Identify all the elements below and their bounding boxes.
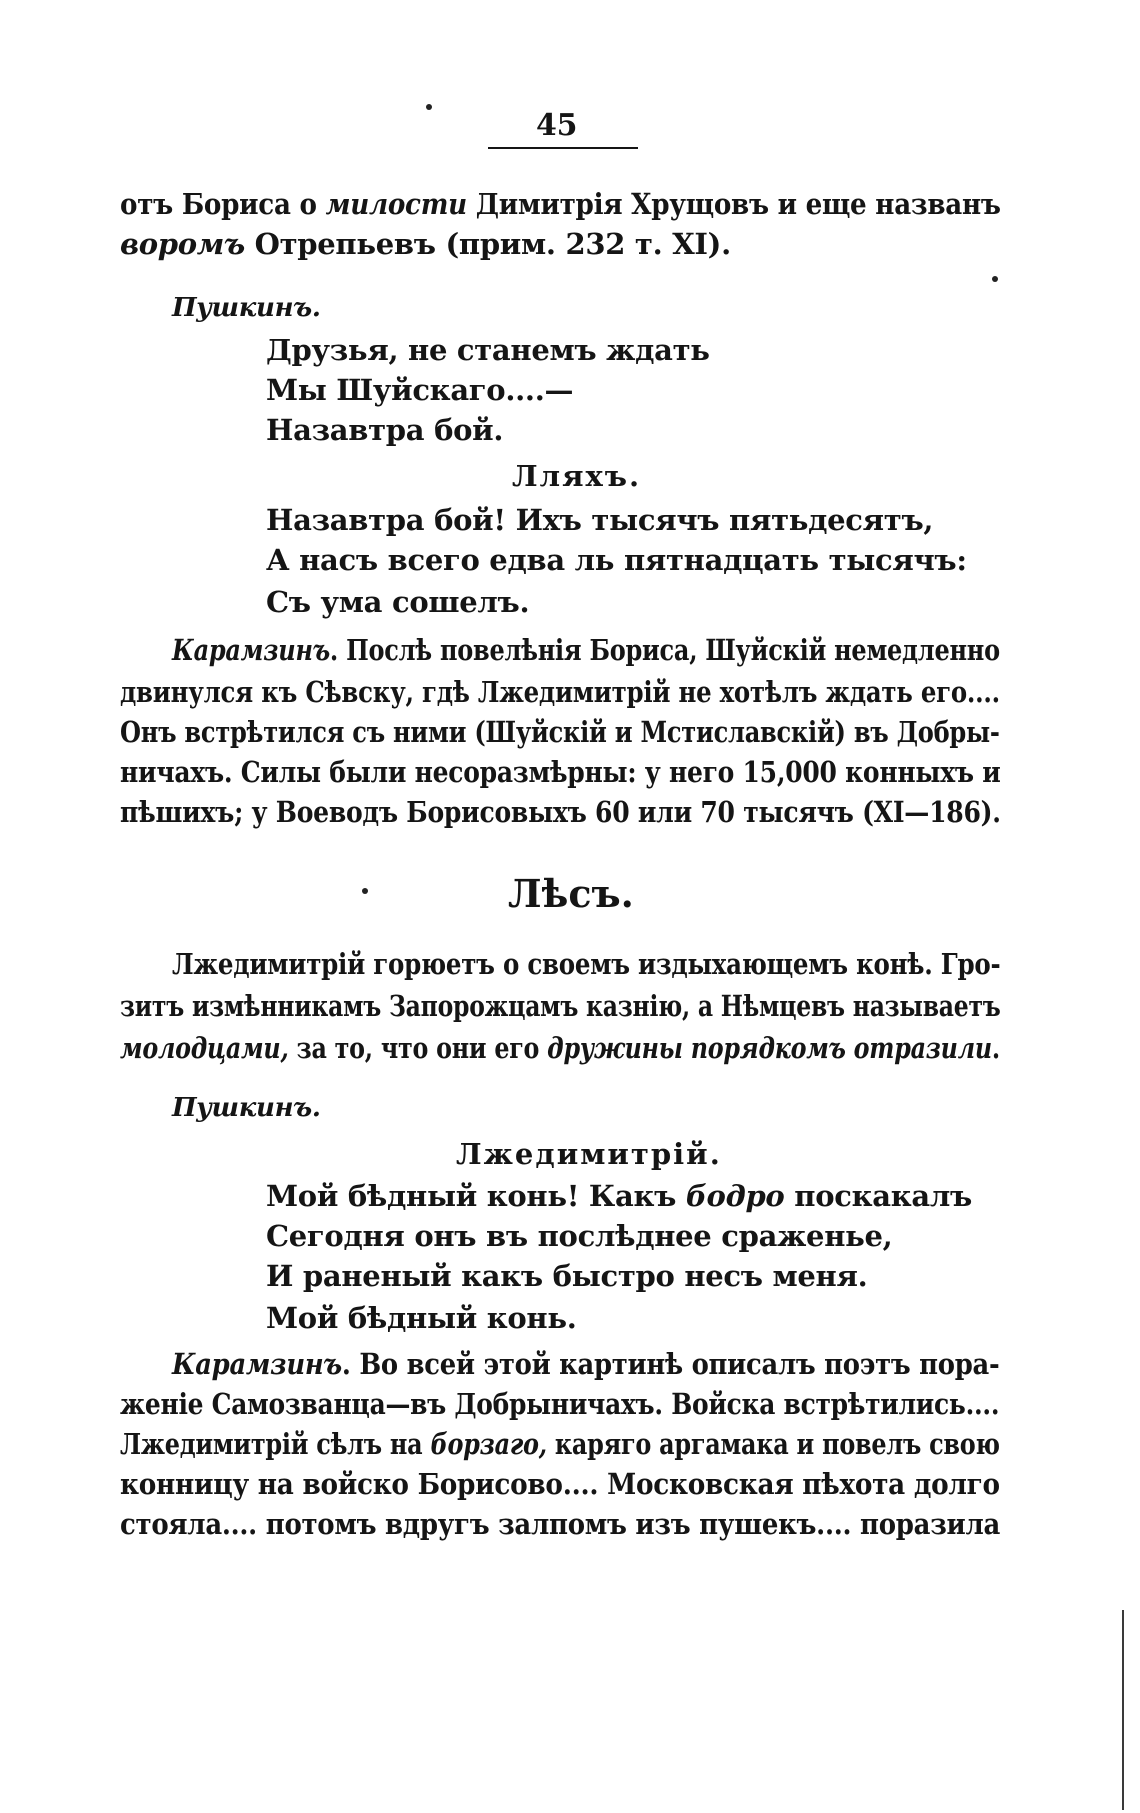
verse-line: И раненый какъ быстро несъ меня. [266, 1259, 868, 1293]
page-edge-line [1122, 1610, 1124, 1810]
verse-line: Сегодня онъ въ послѣднее сраженье, [266, 1219, 893, 1253]
text-line: Лжедимитрій сѣлъ на борзаго, карягo аргамака и повелъ свою [120, 1427, 1000, 1461]
text-line: пѣшихъ; у Воеводъ Борисовыхъ 60 или 70 тысячъ (XI—186). [120, 795, 1001, 829]
text-line: молодцами, за то, что они его дружины порядкомъ отразили. [120, 1031, 1000, 1065]
verse-line: Съ ума сошелъ. [266, 585, 530, 619]
text-line: зитъ измѣнникамъ Запорожцамъ казнію, а Нѣмцевъ называетъ [120, 989, 1001, 1023]
speaker-heading: Лжедимитрій. [456, 1137, 722, 1171]
scan-speck [426, 104, 432, 110]
scan-speck [992, 276, 998, 282]
page-number: 45 [536, 108, 578, 143]
text-line: ничахъ. Силы были несоразмѣрны: у него 15,000 конныхъ и [120, 755, 1001, 789]
text-line: Онъ встрѣтился съ ними (Шуйскій и Мстиславскій) въ Добры- [120, 715, 1000, 749]
text-line: отъ Бориса о милости Димитрія Хрущовъ и еще названъ [120, 187, 1001, 221]
verse-line: Мой бѣдный конь. [266, 1301, 577, 1335]
text-line: двинулся къ Сѣвску, гдѣ Лжедимитрій не хотѣлъ ждать его.... [120, 675, 1000, 709]
verse-line: Назавтра бой! Ихъ тысячъ пятьдесятъ, [266, 503, 934, 537]
verse-line: Друзья, не станемъ ждать [266, 333, 710, 367]
scan-speck [362, 888, 368, 894]
text-line: Карамзинъ. Послѣ повелѣнія Бориса, Шуйскій немедленно [172, 633, 1000, 667]
page-number-rule [488, 147, 638, 149]
text-line: воромъ Отрепьевъ (прим. 232 т. XI). [120, 227, 731, 261]
text-line: Лжедимитрій горюетъ о своемъ издыхающемъ конѣ. Гро- [172, 947, 1001, 981]
text-line: Карамзинъ. Во всей этой картинѣ описалъ поэтъ пора- [172, 1347, 1000, 1381]
text-line: конницу на войско Борисово.... Московская пѣхота долго [120, 1467, 1000, 1501]
speaker-label: Пушкинъ. [172, 293, 321, 323]
verse-line: Назавтра бой. [266, 413, 504, 447]
verse-line: А насъ всего едва ль пятнадцать тысячъ: [266, 543, 967, 577]
verse-line: Мы Шуйскаго....— [266, 373, 574, 407]
speaker-label: Пушкинъ. [172, 1093, 321, 1123]
speaker-heading: Лляхъ. [512, 459, 642, 493]
text-line: женіе Самозванца—въ Добрыничахъ. Войска встрѣтились.... [120, 1387, 1000, 1421]
text-line: стояла.... потомъ вдругъ залпомъ изъ пушекъ.... поразила [120, 1507, 1001, 1541]
verse-line: Мой бѣдный конь! Какъ бодро поскакалъ [266, 1179, 972, 1213]
section-title: Лѣсъ. [508, 871, 634, 916]
